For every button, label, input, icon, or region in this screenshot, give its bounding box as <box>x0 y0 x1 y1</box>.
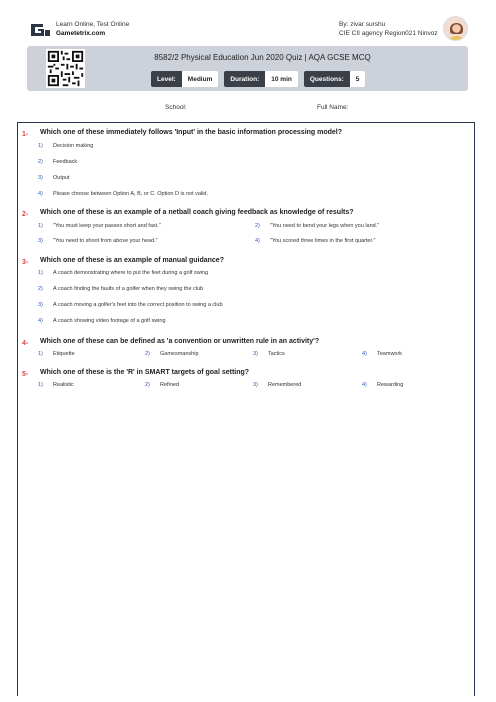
duration-label: Duration: <box>224 71 265 87</box>
option-text: A coach moving a golfer's feet into the correct position to swing a club <box>53 302 223 308</box>
option-number: 4) <box>362 382 367 388</box>
option-text: Refined <box>160 382 179 388</box>
site-link[interactable]: Gametetrix.com <box>56 30 106 37</box>
questions-pill <box>304 71 366 87</box>
option-number: 3) <box>253 351 258 357</box>
question-number: 4- <box>22 340 29 347</box>
divider <box>17 122 475 123</box>
left-border <box>17 122 18 696</box>
person-icon <box>444 17 468 41</box>
option-number: 1) <box>38 223 43 229</box>
fullname-field[interactable]: Full Name: <box>317 104 349 111</box>
question-text: Which one of these can be defined as 'a convention or unwritten rule in an activity'? <box>40 338 320 345</box>
option-number: 3) <box>38 238 43 244</box>
question-text: Which one of these immediately follows 'Input' in the basic information processing model? <box>40 129 343 136</box>
page-header <box>0 0 496 46</box>
quiz-meta <box>151 71 365 87</box>
duration-value: 10 min <box>265 71 298 87</box>
option-number: 4) <box>362 351 367 357</box>
option-text: Teamwork <box>377 351 403 357</box>
option-text: "You need to shoot from above your head." <box>53 238 158 244</box>
question-text: Which one of these is an example of a netball coach giving feedback as knowledge of results? <box>40 209 354 216</box>
option-text: A coach demonstrating where to put the feet during a golf swing <box>53 270 209 276</box>
option-number: 3) <box>253 382 258 388</box>
option-text: Output <box>53 175 70 181</box>
question-text: Which one of these is an example of manual guidance? <box>40 257 224 264</box>
level-pill <box>151 71 218 87</box>
site-tagline: Learn Online, Test Online <box>56 21 130 28</box>
avatar[interactable] <box>443 16 468 41</box>
option-text: A coach showing video footage of a golf swing <box>53 318 166 324</box>
option-number: 3) <box>38 302 43 308</box>
right-border <box>474 122 475 696</box>
option-number: 1) <box>38 143 43 149</box>
option-number: 4) <box>38 318 43 324</box>
option-number: 1) <box>38 270 43 276</box>
level-value: Medium <box>182 71 219 87</box>
quiz-title: 8582/2 Physical Education Jun 2020 Quiz | AQA GCSE MCQ <box>154 53 371 62</box>
option-number: 2) <box>145 351 150 357</box>
option-number: 2) <box>255 223 260 229</box>
option-text: Decision making <box>53 143 94 149</box>
question-number: 2- <box>22 211 29 218</box>
author-agency: CIE CII agency Region021 Ninvoz <box>339 30 438 37</box>
option-text: "You scored three times in the first quarter." <box>270 238 376 244</box>
option-number: 2) <box>38 159 43 165</box>
school-field[interactable]: School: <box>165 104 187 111</box>
questions-label: Questions: <box>304 71 350 87</box>
option-text: Gamesmanship <box>160 351 199 357</box>
option-text: A coach finding the faults of a golfer when they swing the club <box>53 286 204 292</box>
option-text: Etiquette <box>53 351 75 357</box>
question-number: 1- <box>22 131 29 138</box>
option-number: 2) <box>145 382 150 388</box>
option-text: "You need to bend your legs when you land." <box>270 223 380 229</box>
option-text: Rewarding <box>377 382 404 388</box>
option-number: 3) <box>38 175 43 181</box>
option-text: "You must keep your passes short and fast." <box>53 223 161 229</box>
option-text: Remembered <box>268 382 302 388</box>
author-info <box>339 20 459 38</box>
gametetrix-logo-icon[interactable] <box>29 21 51 39</box>
question-text: Which one of these is the 'R' in SMART targets of goal setting? <box>40 369 250 376</box>
question-number: 3- <box>22 259 29 266</box>
duration-pill <box>224 71 297 87</box>
question-number: 5- <box>22 371 29 378</box>
site-branding <box>56 20 129 38</box>
option-number: 2) <box>38 286 43 292</box>
author-name: By: zivar surshu <box>339 21 386 28</box>
option-text: Tactics <box>268 351 285 357</box>
questions-value: 5 <box>350 71 366 87</box>
option-text: Please choose between Option A, B, or C. Option D is not valid. <box>53 191 209 197</box>
option-number: 1) <box>38 351 43 357</box>
option-number: 4) <box>38 191 43 197</box>
option-number: 4) <box>255 238 260 244</box>
option-number: 1) <box>38 382 43 388</box>
level-label: Level: <box>151 71 182 87</box>
option-text: Feedback <box>53 159 78 165</box>
quiz-banner <box>27 46 468 91</box>
option-text: Realistic <box>53 382 74 388</box>
